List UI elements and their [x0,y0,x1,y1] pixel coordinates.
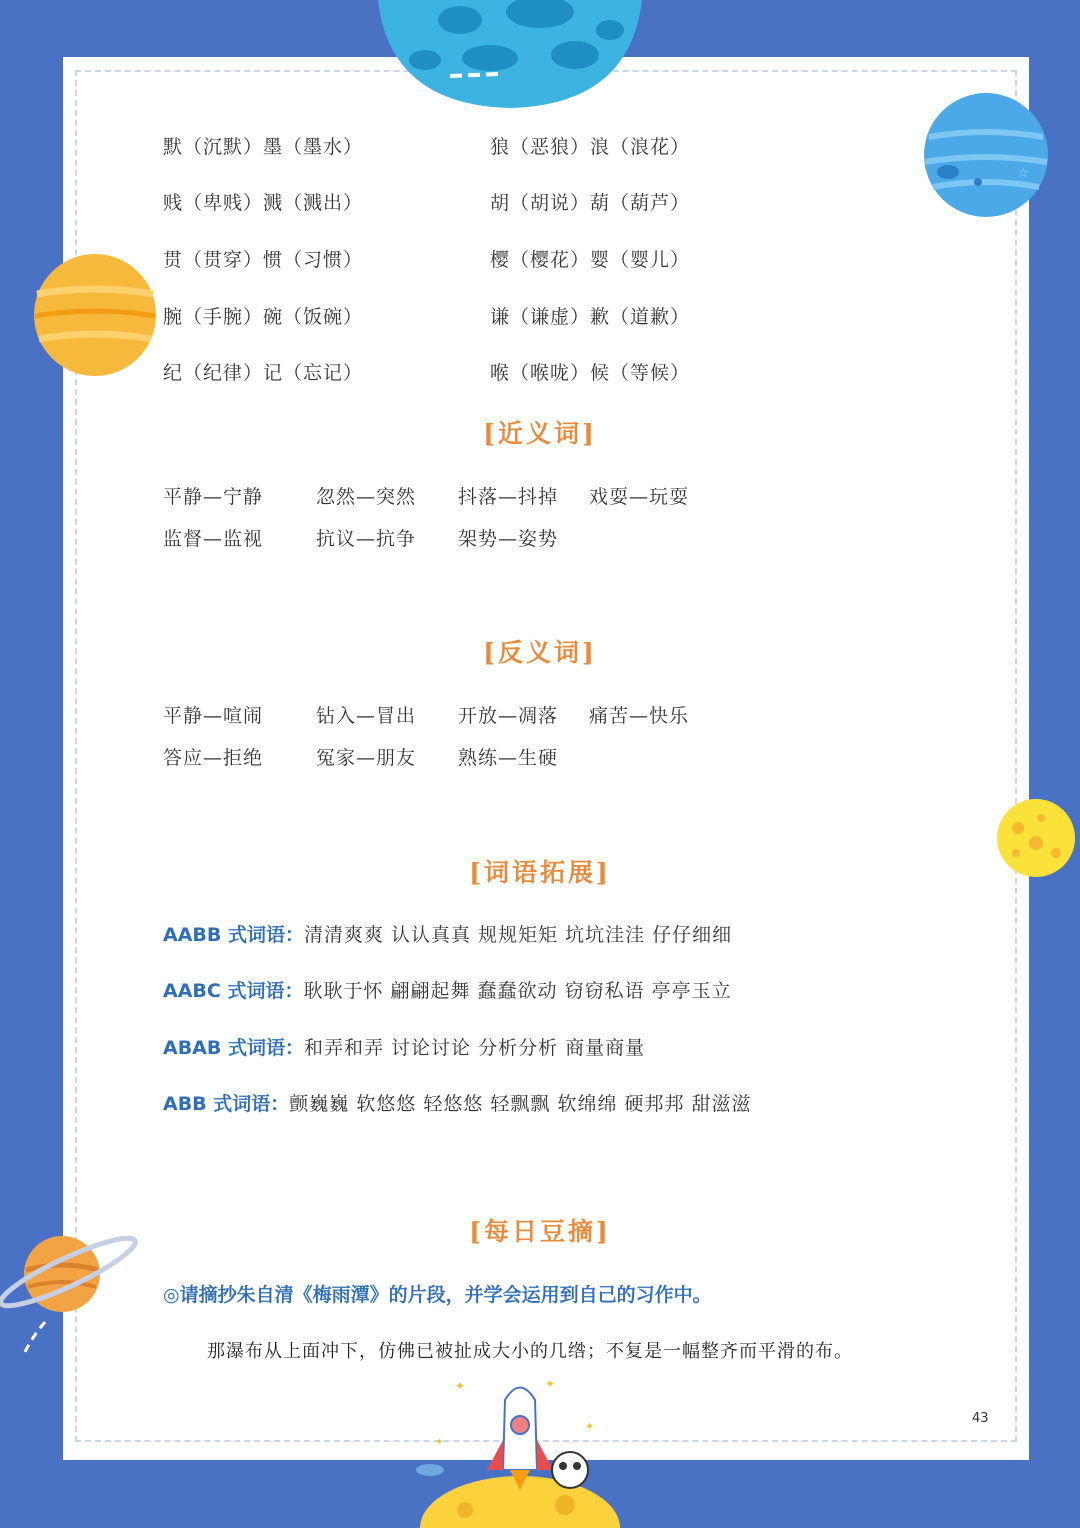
synonym-6: 抗议—抗争 [316,528,417,550]
antonym-4: 痛苦—快乐 [589,705,690,727]
extension-label: AABB 式词语： [163,924,304,946]
word-pair-right-5: 喉（喉咙）候（等候） [490,362,691,384]
synonym-4: 戏耍—玩耍 [589,486,690,508]
extension-items: 和弄和弄 讨论讨论 分析分析 商量商量 [304,1037,646,1059]
antonym-5: 答应—拒绝 [163,747,264,769]
svg-text:✦: ✦ [435,1437,444,1448]
antonyms-title: [反义词] [483,638,597,667]
saturn-icon [0,1232,140,1357]
synonym-2: 忽然—突然 [316,486,417,508]
synonyms-title: [近义词] [483,419,597,448]
extension-items: 颤巍巍 软悠悠 轻悠悠 轻飘飘 软绵绵 硬邦邦 甜滋滋 [289,1093,752,1115]
planet-blue-icon [923,92,1049,218]
synonym-5: 监督—监视 [163,528,264,550]
svg-text:✦: ✦ [585,1420,595,1433]
synonym-7: 架势—姿势 [458,528,559,550]
synonym-3: 抖落—抖掉 [458,486,559,508]
antonym-7: 熟练—生硬 [458,747,559,769]
extension-label: AABC 式词语： [163,980,304,1002]
extension-title: [词语拓展] [469,858,611,887]
extension-row-aabb [163,920,732,947]
extension-items: 耿耿于怀 翩翩起舞 蠢蠢欲动 窃窃私语 亭亭玉立 [303,980,732,1002]
antonym-6: 冤家—朋友 [316,747,417,769]
extension-label: ABB 式词语： [163,1093,290,1115]
extension-row-abb [163,1089,752,1116]
planet-orange-icon [33,254,157,376]
rocket-moon-icon [405,1370,635,1528]
svg-text:☆: ☆ [1018,166,1029,180]
svg-text:✦: ✦ [545,1377,556,1391]
word-pair-left-2: 贱（卑贱）溅（溅出） [163,192,364,214]
word-pair-left-3: 贯（贯穿）惯（习惯） [163,249,364,271]
svg-text:✦: ✦ [455,1379,466,1393]
word-pair-left-1: 默（沉默）墨（墨水） [163,136,364,158]
daily-prompt: ◎请摘抄朱自清《梅雨潭》的片段，并学会运用到自己的习作中。 [163,1284,712,1306]
extension-label: ABAB 式词语： [163,1037,304,1059]
word-pair-right-1: 狼（恶狼）浪（浪花） [490,136,691,158]
word-pair-left-4: 腕（手腕）碗（饭碗） [163,306,364,328]
extension-row-aabc [163,976,732,1003]
extension-row-abab [163,1033,645,1060]
antonym-1: 平静—喧闹 [163,705,264,727]
synonym-1: 平静—宁静 [163,486,264,508]
page-number: 43 [972,1411,989,1426]
word-pair-right-3: 樱（樱花）婴（婴儿） [490,249,691,271]
antonym-3: 开放—凋落 [458,705,559,727]
word-pair-left-5: 纪（纪律）记（忘记） [163,362,364,384]
extension-items: 清清爽爽 认认真真 规规矩矩 坑坑洼洼 仔仔细细 [304,924,733,946]
daily-title: [每日豆摘] [469,1217,611,1246]
planet-top-icon [370,0,650,110]
antonym-2: 钻入—冒出 [316,705,417,727]
word-pair-right-2: 胡（胡说）葫（葫芦） [490,192,691,214]
daily-excerpt: 那瀑布从上面冲下，仿佛已被扯成大小的几绺；不复是一幅整齐而平滑的布。 [207,1341,853,1362]
word-pair-right-4: 谦（谦虚）歉（道歉） [490,306,691,328]
